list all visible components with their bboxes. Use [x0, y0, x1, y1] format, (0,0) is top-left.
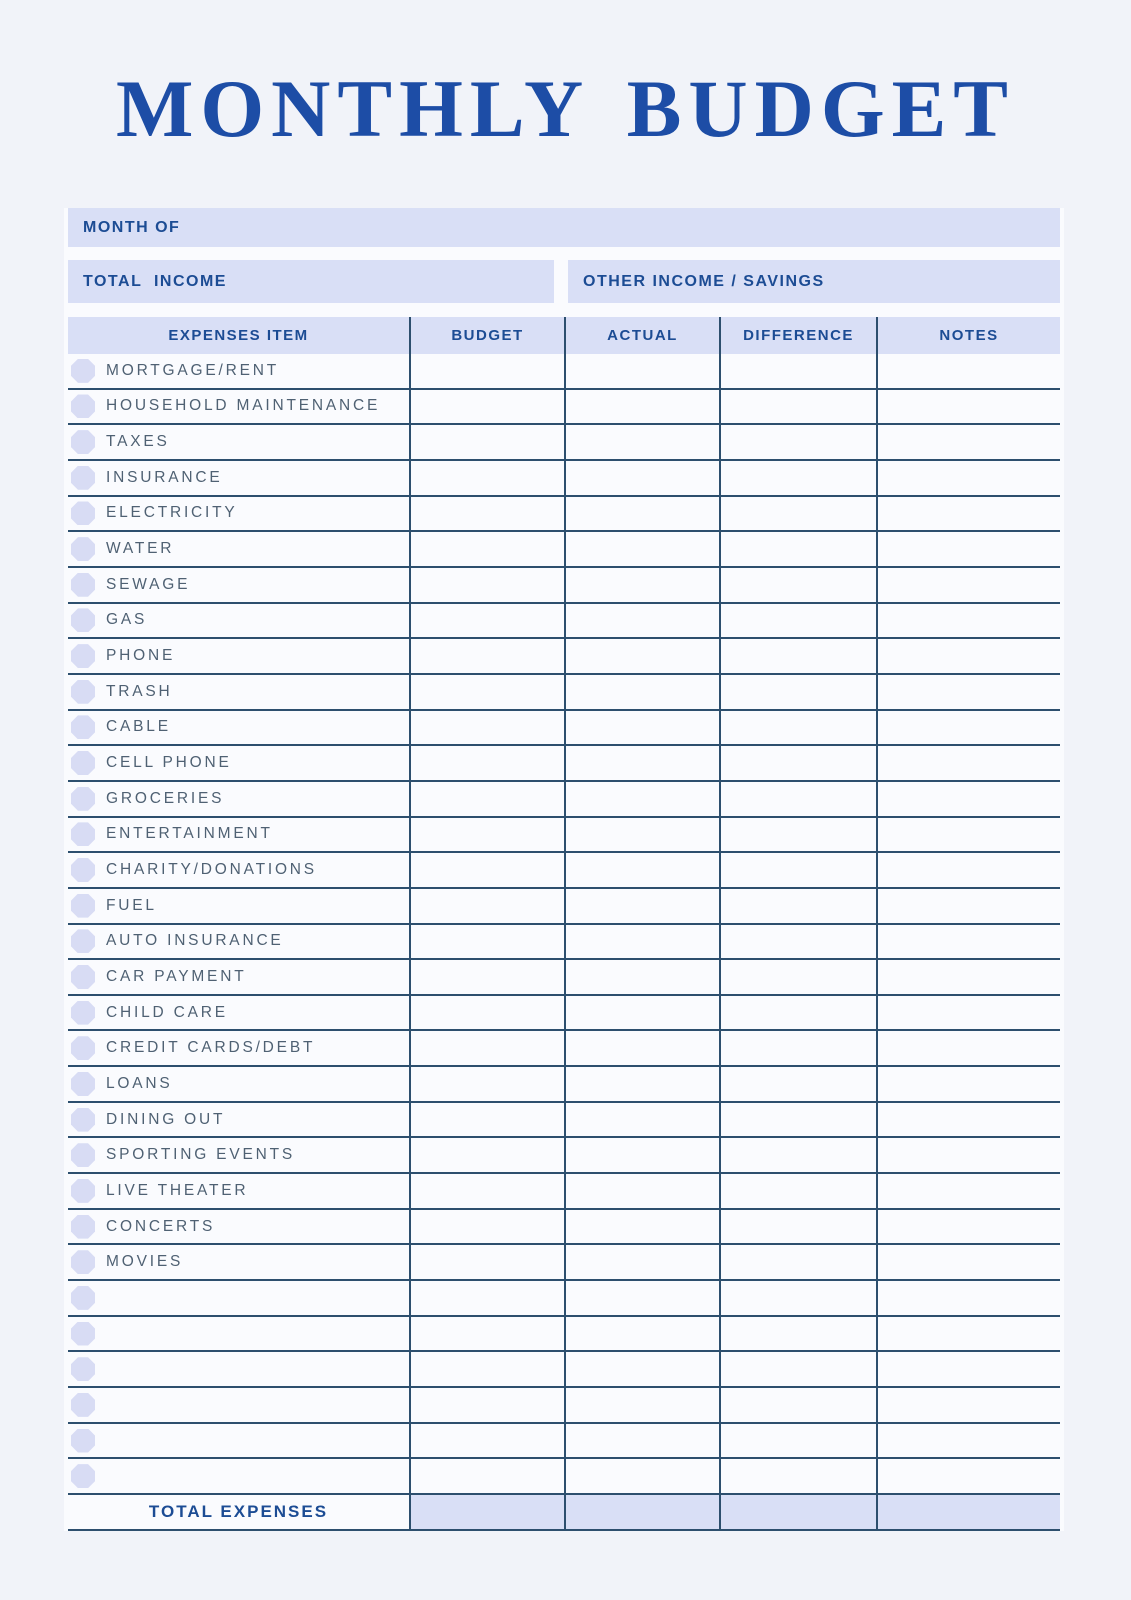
octagon-bullet-icon	[71, 1464, 95, 1488]
actual-cell[interactable]	[564, 853, 719, 887]
expense-item-label: CAR PAYMENT	[106, 967, 247, 985]
actual-cell[interactable]	[564, 1245, 719, 1279]
expense-item-cell	[68, 1317, 409, 1351]
difference-cell[interactable]	[719, 1317, 876, 1351]
difference-cell[interactable]	[719, 497, 876, 531]
other-income-savings-label: OTHER INCOME / SAVINGS	[583, 272, 825, 290]
actual-cell[interactable]	[564, 568, 719, 602]
expense-row	[68, 782, 1060, 818]
budget-cell[interactable]	[409, 425, 564, 459]
expense-item-label: TAXES	[106, 433, 170, 451]
expense-item-cell	[68, 818, 409, 852]
difference-cell[interactable]	[719, 425, 876, 459]
expense-item-label: SPORTING EVENTS	[106, 1146, 295, 1164]
octagon-bullet-icon	[71, 965, 95, 989]
expense-item-cell	[68, 1388, 409, 1422]
column-header-difference: DIFFERENCE	[719, 317, 876, 354]
difference-cell[interactable]	[719, 746, 876, 780]
actual-cell[interactable]	[564, 1174, 719, 1208]
actual-cell[interactable]	[564, 818, 719, 852]
budget-cell[interactable]	[409, 1210, 564, 1244]
actual-cell[interactable]	[564, 746, 719, 780]
budget-cell[interactable]	[409, 925, 564, 959]
expense-item-label: HOUSEHOLD MAINTENANCE	[106, 397, 381, 415]
expense-item-cell	[68, 996, 409, 1030]
difference-cell[interactable]	[719, 1174, 876, 1208]
difference-cell[interactable]	[719, 1138, 876, 1172]
difference-cell[interactable]	[719, 1103, 876, 1137]
actual-cell[interactable]	[564, 675, 719, 709]
budget-cell[interactable]	[409, 1424, 564, 1458]
notes-cell[interactable]	[876, 1317, 1060, 1351]
difference-cell[interactable]	[719, 1281, 876, 1315]
expense-item-label: CHILD CARE	[106, 1003, 228, 1021]
notes-cell[interactable]	[876, 461, 1060, 495]
expense-item-label: GAS	[106, 611, 148, 629]
income-row	[68, 260, 1060, 303]
octagon-bullet-icon	[71, 1286, 95, 1310]
notes-cell[interactable]	[876, 1174, 1060, 1208]
difference-cell[interactable]	[719, 675, 876, 709]
actual-cell[interactable]	[564, 532, 719, 566]
expense-item-label: MORTGAGE/RENT	[106, 361, 280, 379]
notes-cell[interactable]	[876, 568, 1060, 602]
notes-cell[interactable]	[876, 425, 1060, 459]
octagon-bullet-icon	[71, 1072, 95, 1096]
notes-cell[interactable]	[876, 925, 1060, 959]
actual-cell[interactable]	[564, 1210, 719, 1244]
expense-item-cell	[68, 497, 409, 531]
difference-cell[interactable]	[719, 461, 876, 495]
budget-cell[interactable]	[409, 461, 564, 495]
notes-cell[interactable]	[876, 782, 1060, 816]
expense-item-cell	[68, 1174, 409, 1208]
expense-item-label: DINING OUT	[106, 1110, 226, 1128]
notes-cell[interactable]	[876, 639, 1060, 673]
budget-cell[interactable]	[409, 1031, 564, 1065]
expense-item-label: GROCERIES	[106, 789, 225, 807]
notes-cell[interactable]	[876, 889, 1060, 923]
month-of-label: MONTH OF	[83, 218, 181, 236]
budget-cell[interactable]	[409, 711, 564, 745]
budget-cell[interactable]	[409, 390, 564, 424]
content-panel	[64, 208, 1064, 1531]
expense-item-cell	[68, 746, 409, 780]
octagon-bullet-icon	[71, 787, 95, 811]
other-income-savings-field[interactable]	[568, 260, 1060, 303]
notes-cell[interactable]	[876, 497, 1060, 531]
budget-cell[interactable]	[409, 639, 564, 673]
notes-cell[interactable]	[876, 1388, 1060, 1422]
expense-item-cell	[68, 960, 409, 994]
expense-row	[68, 1067, 1060, 1103]
actual-cell[interactable]	[564, 604, 719, 638]
expense-item-cell	[68, 604, 409, 638]
budget-cell[interactable]	[409, 1067, 564, 1101]
expense-item-label: FUEL	[106, 896, 157, 914]
octagon-bullet-icon	[71, 1143, 95, 1167]
total-difference-cell[interactable]	[719, 1495, 876, 1529]
expense-row	[68, 1210, 1060, 1246]
expense-item-cell	[68, 711, 409, 745]
notes-cell[interactable]	[876, 604, 1060, 638]
notes-cell[interactable]	[876, 1459, 1060, 1493]
actual-cell[interactable]	[564, 390, 719, 424]
budget-cell[interactable]	[409, 746, 564, 780]
notes-cell[interactable]	[876, 711, 1060, 745]
expense-row	[68, 1424, 1060, 1460]
expense-row	[68, 1103, 1060, 1139]
expense-row	[68, 1138, 1060, 1174]
expense-item-cell	[68, 889, 409, 923]
expense-item-cell	[68, 1031, 409, 1065]
notes-cell[interactable]	[876, 818, 1060, 852]
expense-row	[68, 639, 1060, 675]
expense-row	[68, 889, 1060, 925]
expense-item-label: WATER	[106, 540, 175, 558]
expense-item-label: ENTERTAINMENT	[106, 825, 273, 843]
budget-cell[interactable]	[409, 1103, 564, 1137]
octagon-bullet-icon	[71, 715, 95, 739]
column-header-notes: NOTES	[876, 317, 1060, 354]
octagon-bullet-icon	[71, 1250, 95, 1274]
notes-cell[interactable]	[876, 390, 1060, 424]
notes-cell[interactable]	[876, 1281, 1060, 1315]
expense-item-cell	[68, 675, 409, 709]
difference-cell[interactable]	[719, 960, 876, 994]
expense-item-cell	[68, 568, 409, 602]
difference-cell[interactable]	[719, 925, 876, 959]
expense-row	[68, 1317, 1060, 1353]
expense-item-cell	[68, 390, 409, 424]
expense-item-label: CREDIT CARDS/DEBT	[106, 1039, 316, 1057]
table-body	[68, 354, 1060, 1495]
expense-item-cell	[68, 461, 409, 495]
budget-cell[interactable]	[409, 675, 564, 709]
expense-row	[68, 960, 1060, 996]
expense-item-label: AUTO INSURANCE	[106, 932, 284, 950]
expense-item-label: MOVIES	[106, 1253, 184, 1271]
difference-cell[interactable]	[719, 604, 876, 638]
expense-row	[68, 1174, 1060, 1210]
expense-row	[68, 568, 1060, 604]
expense-row	[68, 996, 1060, 1032]
expense-row	[68, 1245, 1060, 1281]
octagon-bullet-icon	[71, 1429, 95, 1453]
expense-row	[68, 853, 1060, 889]
expense-item-cell	[68, 1138, 409, 1172]
total-budget-cell[interactable]	[409, 1495, 564, 1529]
difference-cell[interactable]	[719, 1210, 876, 1244]
actual-cell[interactable]	[564, 1281, 719, 1315]
expense-item-label: TRASH	[106, 682, 173, 700]
expense-item-label: CHARITY/DONATIONS	[106, 861, 317, 879]
octagon-bullet-icon	[71, 1108, 95, 1132]
expense-item-cell	[68, 1103, 409, 1137]
actual-cell[interactable]	[564, 782, 719, 816]
budget-cell[interactable]	[409, 1388, 564, 1422]
expense-item-cell	[68, 1067, 409, 1101]
expense-row	[68, 711, 1060, 747]
actual-cell[interactable]	[564, 1388, 719, 1422]
actual-cell[interactable]	[564, 354, 719, 388]
expense-row	[68, 1281, 1060, 1317]
budget-cell[interactable]	[409, 604, 564, 638]
budget-cell[interactable]	[409, 853, 564, 887]
difference-cell[interactable]	[719, 532, 876, 566]
notes-cell[interactable]	[876, 996, 1060, 1030]
difference-cell[interactable]	[719, 1388, 876, 1422]
expense-item-cell	[68, 532, 409, 566]
month-of-field[interactable]	[68, 208, 1060, 247]
actual-cell[interactable]	[564, 1067, 719, 1101]
expense-item-label: CONCERTS	[106, 1217, 216, 1235]
actual-cell[interactable]	[564, 461, 719, 495]
actual-cell[interactable]	[564, 497, 719, 531]
actual-cell[interactable]	[564, 1459, 719, 1493]
octagon-bullet-icon	[71, 1393, 95, 1417]
expense-row	[68, 1031, 1060, 1067]
notes-cell[interactable]	[876, 746, 1060, 780]
octagon-bullet-icon	[71, 359, 95, 383]
expense-item-cell	[68, 1352, 409, 1386]
expense-item-label: CABLE	[106, 718, 171, 736]
actual-cell[interactable]	[564, 1424, 719, 1458]
budget-cell[interactable]	[409, 889, 564, 923]
expense-item-cell	[68, 354, 409, 388]
expense-item-cell	[68, 925, 409, 959]
expense-item-cell	[68, 1245, 409, 1279]
notes-cell[interactable]	[876, 1138, 1060, 1172]
expense-item-label: INSURANCE	[106, 468, 223, 486]
octagon-bullet-icon	[71, 929, 95, 953]
octagon-bullet-icon	[71, 608, 95, 632]
difference-cell[interactable]	[719, 782, 876, 816]
octagon-bullet-icon	[71, 1215, 95, 1239]
budget-cell[interactable]	[409, 1352, 564, 1386]
expense-item-cell	[68, 1459, 409, 1493]
expense-row	[68, 675, 1060, 711]
expense-item-label: CELL PHONE	[106, 754, 232, 772]
budget-cell[interactable]	[409, 497, 564, 531]
notes-cell[interactable]	[876, 354, 1060, 388]
difference-cell[interactable]	[719, 1031, 876, 1065]
actual-cell[interactable]	[564, 1352, 719, 1386]
page-title: MONTHLY BUDGET	[115, 63, 1015, 154]
octagon-bullet-icon	[71, 537, 95, 561]
difference-cell[interactable]	[719, 568, 876, 602]
expense-item-cell	[68, 425, 409, 459]
total-expenses-label: TOTAL EXPENSES	[148, 1502, 329, 1521]
notes-cell[interactable]	[876, 1424, 1060, 1458]
difference-cell[interactable]	[719, 996, 876, 1030]
actual-cell[interactable]	[564, 889, 719, 923]
actual-cell[interactable]	[564, 1317, 719, 1351]
notes-cell[interactable]	[876, 1031, 1060, 1065]
octagon-bullet-icon	[71, 1322, 95, 1346]
budget-cell[interactable]	[409, 1174, 564, 1208]
budget-cell[interactable]	[409, 782, 564, 816]
difference-cell[interactable]	[719, 390, 876, 424]
expense-row	[68, 604, 1060, 640]
expense-row	[68, 925, 1060, 961]
notes-cell[interactable]	[876, 532, 1060, 566]
budget-cell[interactable]	[409, 1138, 564, 1172]
difference-cell[interactable]	[719, 853, 876, 887]
budget-cell[interactable]	[409, 568, 564, 602]
budget-cell[interactable]	[409, 1459, 564, 1493]
difference-cell[interactable]	[719, 818, 876, 852]
expenses-table	[68, 317, 1060, 1531]
table-header-row	[68, 317, 1060, 354]
column-header-expenses-item: EXPENSES ITEM	[168, 327, 309, 344]
expense-row	[68, 818, 1060, 854]
expense-item-label: PHONE	[106, 647, 176, 665]
actual-cell[interactable]	[564, 1103, 719, 1137]
expense-row	[68, 461, 1060, 497]
expense-item-cell	[68, 853, 409, 887]
budget-cell[interactable]	[409, 1281, 564, 1315]
octagon-bullet-icon	[71, 858, 95, 882]
octagon-bullet-icon	[71, 1036, 95, 1060]
actual-cell[interactable]	[564, 711, 719, 745]
actual-cell[interactable]	[564, 639, 719, 673]
expense-item-cell	[68, 1281, 409, 1315]
octagon-bullet-icon	[71, 430, 95, 454]
total-income-field[interactable]	[68, 260, 554, 303]
actual-cell[interactable]	[564, 1031, 719, 1065]
total-actual-cell[interactable]	[564, 1495, 719, 1529]
octagon-bullet-icon	[71, 822, 95, 846]
expense-row	[68, 497, 1060, 533]
expense-item-label: SEWAGE	[106, 575, 191, 593]
actual-cell[interactable]	[564, 425, 719, 459]
total-income-label: TOTAL INCOME	[83, 272, 227, 290]
difference-cell[interactable]	[719, 889, 876, 923]
octagon-bullet-icon	[71, 466, 95, 490]
notes-cell[interactable]	[876, 1245, 1060, 1279]
total-expenses-label-cell	[68, 1495, 409, 1529]
octagon-bullet-icon	[71, 644, 95, 668]
actual-cell[interactable]	[564, 1138, 719, 1172]
notes-cell[interactable]	[876, 1210, 1060, 1244]
expense-row	[68, 390, 1060, 426]
actual-cell[interactable]	[564, 925, 719, 959]
actual-cell[interactable]	[564, 996, 719, 1030]
expense-row	[68, 1459, 1060, 1495]
expense-item-cell	[68, 782, 409, 816]
budget-cell[interactable]	[409, 532, 564, 566]
column-header-budget: BUDGET	[409, 317, 564, 354]
difference-cell[interactable]	[719, 639, 876, 673]
budget-cell[interactable]	[409, 996, 564, 1030]
notes-cell[interactable]	[876, 853, 1060, 887]
expense-item-cell	[68, 639, 409, 673]
notes-cell[interactable]	[876, 1103, 1060, 1137]
octagon-bullet-icon	[71, 751, 95, 775]
octagon-bullet-icon	[71, 394, 95, 418]
expense-item-label: LOANS	[106, 1074, 173, 1092]
total-expenses-row	[68, 1495, 1060, 1531]
octagon-bullet-icon	[71, 680, 95, 704]
notes-cell[interactable]	[876, 960, 1060, 994]
column-header-actual: ACTUAL	[564, 317, 719, 354]
expense-row	[68, 1352, 1060, 1388]
difference-cell[interactable]	[719, 711, 876, 745]
budget-cell[interactable]	[409, 1317, 564, 1351]
expense-row	[68, 1388, 1060, 1424]
difference-cell[interactable]	[719, 1067, 876, 1101]
expense-item-label: LIVE THEATER	[106, 1181, 249, 1199]
budget-cell[interactable]	[409, 960, 564, 994]
notes-cell[interactable]	[876, 1067, 1060, 1101]
octagon-bullet-icon	[71, 1179, 95, 1203]
total-notes-cell[interactable]	[876, 1495, 1060, 1529]
octagon-bullet-icon	[71, 1357, 95, 1381]
octagon-bullet-icon	[71, 1001, 95, 1025]
difference-cell[interactable]	[719, 1424, 876, 1458]
expense-item-cell	[68, 1424, 409, 1458]
difference-cell[interactable]	[719, 354, 876, 388]
difference-cell[interactable]	[719, 1459, 876, 1493]
expense-row	[68, 532, 1060, 568]
difference-cell[interactable]	[719, 1245, 876, 1279]
octagon-bullet-icon	[71, 573, 95, 597]
expense-row	[68, 425, 1060, 461]
expense-row	[68, 746, 1060, 782]
expense-row	[68, 354, 1060, 390]
budget-cell[interactable]	[409, 1245, 564, 1279]
expense-item-label: ELECTRICITY	[106, 504, 238, 522]
octagon-bullet-icon	[71, 501, 95, 525]
difference-cell[interactable]	[719, 1352, 876, 1386]
notes-cell[interactable]	[876, 675, 1060, 709]
octagon-bullet-icon	[71, 894, 95, 918]
budget-cell[interactable]	[409, 818, 564, 852]
expense-item-cell	[68, 1210, 409, 1244]
notes-cell[interactable]	[876, 1352, 1060, 1386]
actual-cell[interactable]	[564, 960, 719, 994]
budget-cell[interactable]	[409, 354, 564, 388]
